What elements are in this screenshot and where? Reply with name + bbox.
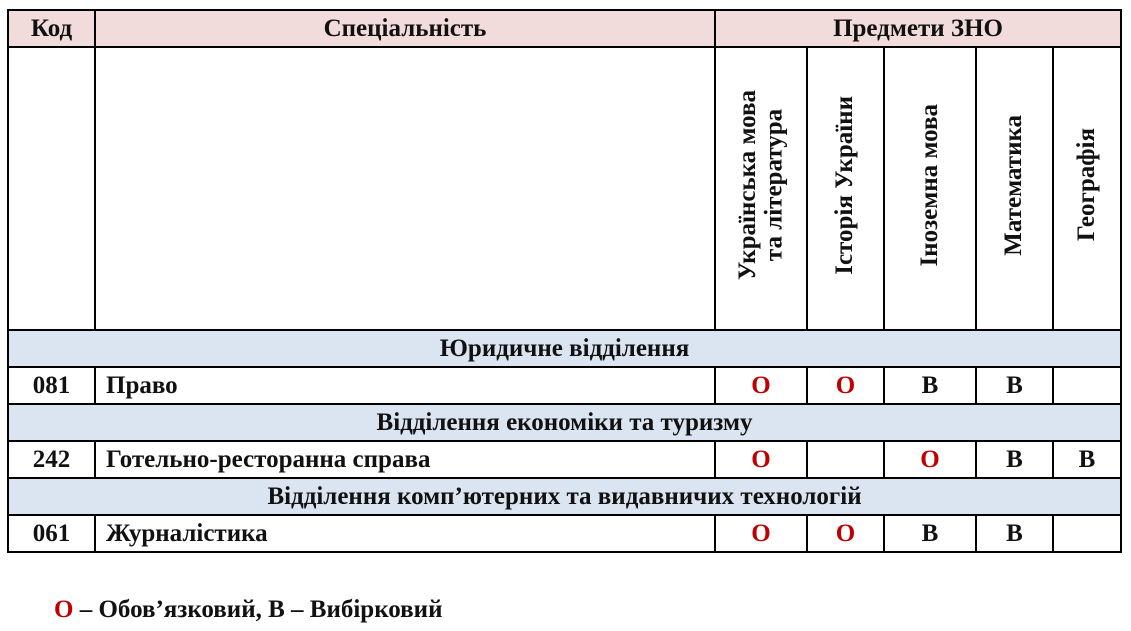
subject-mark: О [807,367,884,404]
specialty-code: 081 [8,367,95,404]
specialty-name: Журналістика [95,515,715,552]
subject-mark [807,441,884,478]
subject-mark: О [884,441,976,478]
subject-mark: В [884,367,976,404]
subject-mark: В [1053,441,1121,478]
table-body [8,10,1121,552]
header-code: Код [8,10,95,47]
specialty-code: 061 [8,515,95,552]
empty-specialty-cell [95,47,715,330]
department-row [8,404,1121,441]
specialty-code: 242 [8,441,95,478]
department-name: Відділення економіки та туризму [8,404,1121,441]
subject-mark: В [976,367,1053,404]
subject-mark: В [976,441,1053,478]
subject-mark [1053,367,1121,404]
subject-ukrainian: Українська мова та література [715,47,807,330]
department-row [8,478,1121,515]
header-specialty: Спеціальність [95,10,715,47]
table-row [8,515,1121,552]
legend-required-symbol: О [54,596,74,623]
subject-foreign-language: Іноземна мова [884,47,976,330]
department-name: Відділення комп’ютерних та видавничих технологій [8,478,1121,515]
subject-names-row [8,47,1121,330]
department-name: Юридичне відділення [8,330,1121,367]
subject-mark: О [715,515,807,552]
subject-mark: О [715,367,807,404]
empty-code-cell [8,47,95,330]
subject-math: Математика [976,47,1053,330]
table-row [8,441,1121,478]
subject-geography: Географія [1053,47,1121,330]
subject-mark: В [884,515,976,552]
header-row [8,10,1121,47]
legend [54,596,442,624]
department-row [8,330,1121,367]
legend-text: – Обов’язковий, В – Вибірковий [73,596,443,623]
subject-history: Історія України [807,47,884,330]
subject-mark: О [715,441,807,478]
specialty-name: Готельно-ресторанна справа [95,441,715,478]
subject-mark [1053,515,1121,552]
subject-mark: О [807,515,884,552]
zno-subjects-table [7,9,1122,553]
table-row [8,367,1121,404]
specialty-name: Право [95,367,715,404]
subject-mark: В [976,515,1053,552]
header-subjects: Предмети ЗНО [715,10,1121,47]
